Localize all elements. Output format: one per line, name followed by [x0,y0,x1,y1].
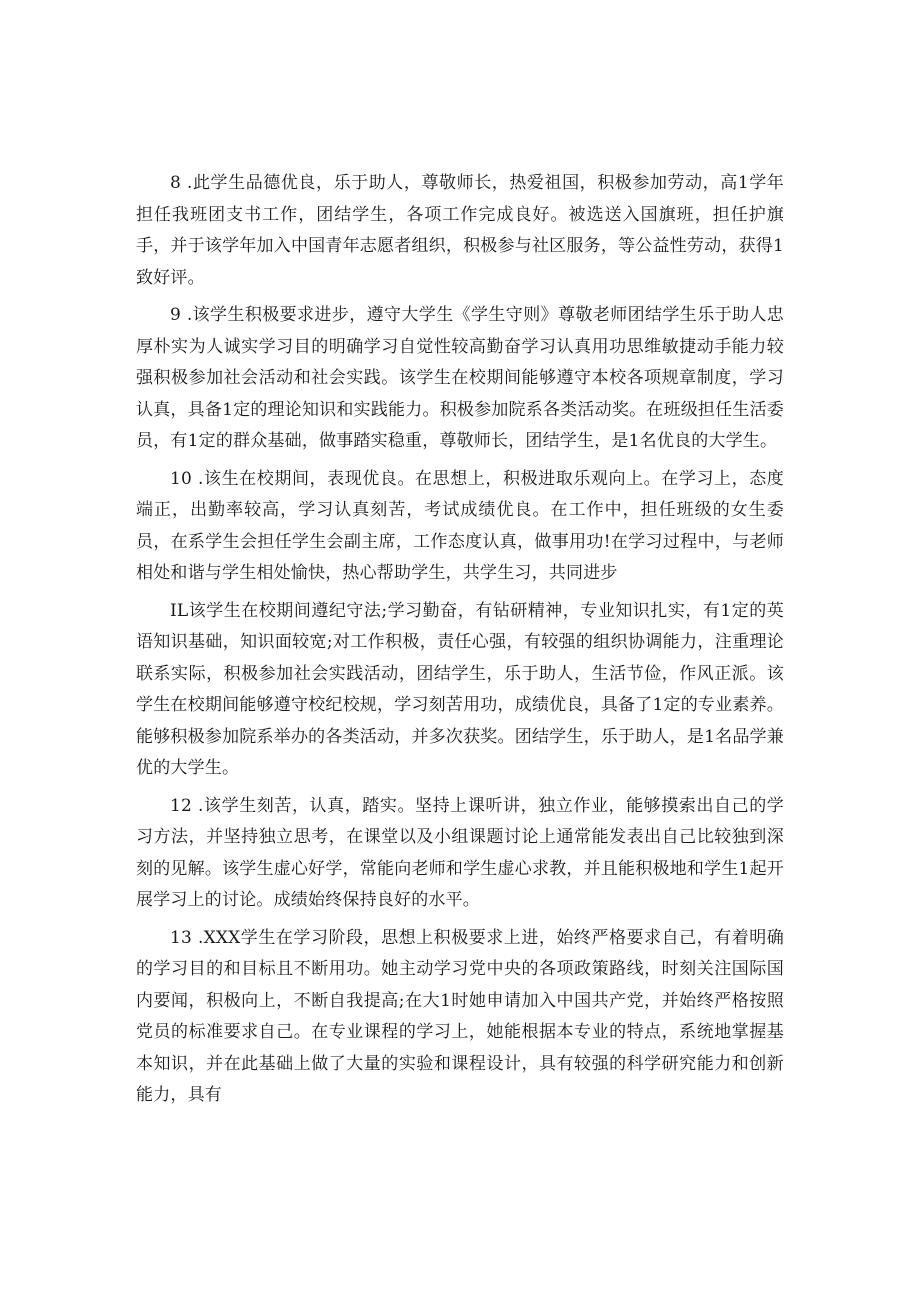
paragraph-9: 9 .该学生积极要求进步，遵守大学生《学生守则》尊敬老师团结学生乐于助人忠厚朴实为人诚实学习目的明确学习自觉性较高勤奋学习认真用功思维敏捷动手能力较强积极参加社会活动和社会实践。该学生在校期间能够遵守本校各项规章制度，学习认真，具备1定的理论知识和实践能力。积极参加院系各类活动奖。在班级担任生活委员，有1定的群众基础，做事踏实稳重，尊敬师长，团结学生，是1名优良的大学生。 [136,305,784,451]
document-page [136,168,784,1118]
paragraph-13: 13 .XXX学生在学习阶段，思想上积极要求上进，始终严格要求自己，有着明确的学习目的和目标且不断用功。她主动学习党中央的各项政策路线，时刻关注国际国内要闻，积极向上，不断自我提高;在大1时她申请加入中国共产党，并始终严格按照党员的标准要求自己。在专业课程的学习上，她能根据本专业的特点，系统地掌握基本知识，并在此基础上做了大量的实验和课程设计，具有较强的科学研究能力和创新能力，具有 [136,927,784,1105]
paragraph-12: 12 .该学生刻苦，认真，踏实。坚持上课听讲，独立作业，能够摸索出自己的学习方法，并坚持独立思考，在课堂以及小组课题讨论上通常能发表出自己比较独到深刻的见解。该学生虚心好学，常能向老师和学生虚心求教，并且能积极地和学生1起开展学习上的讨论。成绩始终保持良好的水平。 [136,795,784,910]
paragraph-11: IL该学生在校期间遵纪守法;学习勤奋，有钻研精神，专业知识扎实，有1定的英语知识基础，知识面较宽;对工作积极，责任心强，有较强的组织协调能力，注重理论联系实际，积极参加社会实践活动，团结学生，乐于助人，生活节俭，作风正派。该学生在校期间能够遵守校纪校规，学习刻苦用功，成绩优良，具备了1定的专业素养。能够积极参加院系举办的各类活动，并多次获奖。团结学生，乐于助人，是1名品学兼优的大学生。 [136,600,784,778]
paragraph-10: 10 .该生在校期间，表现优良。在思想上，积极进取乐观向上。在学习上，态度端正，出勤率较高，学习认真刻苦，考试成绩优良。在工作中，担任班级的女生委员，在系学生会担任学生会副主席，工作态度认真，做事用功!在学习过程中，与老师相处和谐与学生相处愉快，热心帮助学生，共学生习，共同进步 [136,468,784,583]
paragraph-8: 8 .此学生品德优良，乐于助人，尊敬师长，热爱祖国，积极参加劳动，高1学年担任我班团支书工作，团结学生，各项工作完成良好。被选送入国旗班，担任护旗手，并于该学年加入中国青年志愿者组织，积极参与社区服务，等公益性劳动，获得1致好评。 [136,173,784,288]
